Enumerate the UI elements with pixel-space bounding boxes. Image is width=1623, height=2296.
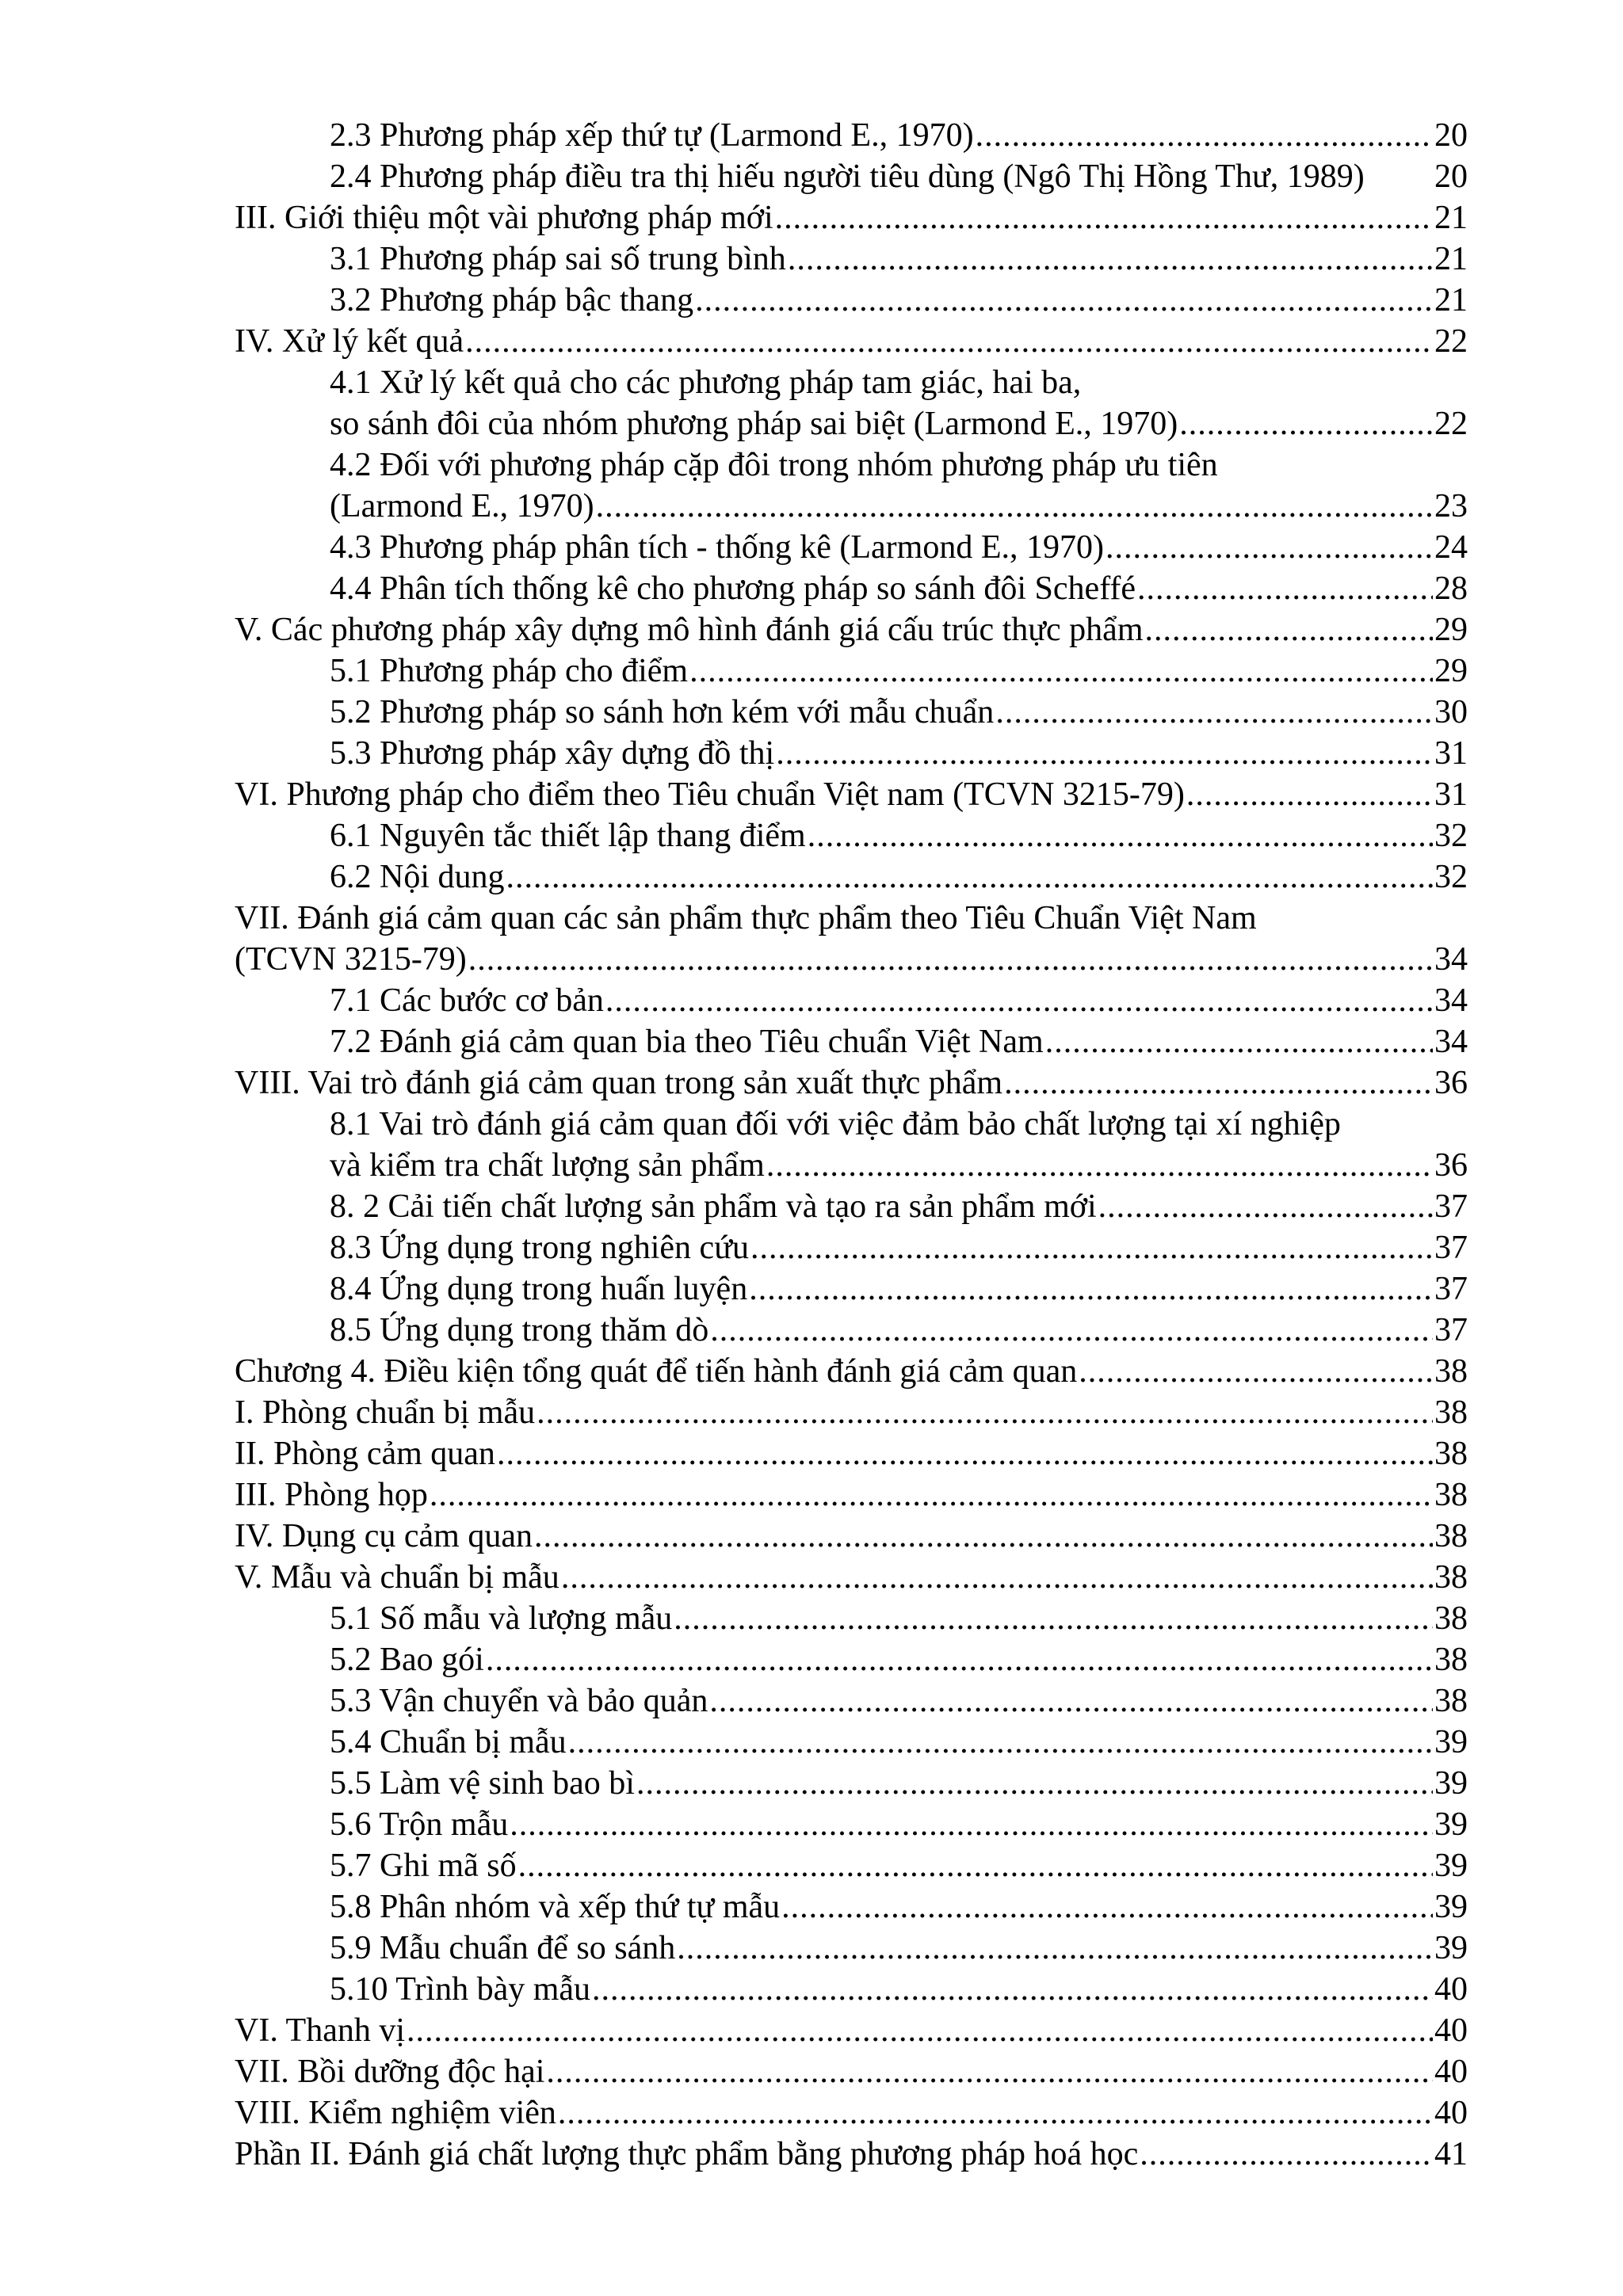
dot-leader <box>808 815 1433 856</box>
toc-entry[interactable] <box>235 980 1468 1021</box>
toc-page-number: 38 <box>1434 1683 1468 1719</box>
toc-entry-title: V. Mẫu và chuẩn bị mẫu <box>235 1559 559 1596</box>
toc-entry-title: III. Phòng họp <box>235 1477 428 1513</box>
toc-page-number: 22 <box>1434 406 1468 442</box>
dot-leader <box>976 115 1433 156</box>
toc-entry-title: 8.5 Ứng dụng trong thăm dò <box>330 1312 709 1348</box>
dot-leader <box>995 692 1433 733</box>
toc-page-number: 20 <box>1434 158 1468 195</box>
toc-entry-title: 5.3 Phương pháp xây dựng đồ thị <box>330 735 775 772</box>
toc-entry-title: Chương 4. Điều kiện tổng quát để tiến hành đánh giá cảm quan <box>235 1353 1078 1390</box>
toc-page-number: 31 <box>1434 776 1468 813</box>
toc-entry-title: 5.2 Bao gói <box>330 1642 484 1678</box>
toc-page-number: 39 <box>1434 1806 1468 1843</box>
toc-page-number: 21 <box>1434 241 1468 277</box>
dot-leader <box>1098 1186 1433 1227</box>
dot-leader <box>781 1886 1433 1928</box>
toc-entry-title: 4.3 Phương pháp phân tích - thống kê (Larmond E., 1970) <box>330 529 1104 566</box>
toc-page-number: 21 <box>1434 282 1468 318</box>
toc-page-number: 22 <box>1434 323 1468 360</box>
toc-page-number: 21 <box>1434 200 1468 236</box>
toc-entry-title: IV. Xử lý kết quả <box>235 323 464 360</box>
toc-entry-title-continued: (Larmond E., 1970) <box>330 488 594 524</box>
dot-leader <box>497 1433 1433 1474</box>
dot-leader <box>407 2010 1433 2051</box>
toc-page-number: 36 <box>1434 1065 1468 1101</box>
toc-entry-title: 5.8 Phân nhóm và xếp thứ tự mẫu <box>330 1889 781 1925</box>
dot-leader <box>537 1392 1433 1433</box>
toc-entry-title: V. Các phương pháp xây dựng mô hình đánh giá cấu trúc thực phẩm <box>235 612 1144 648</box>
toc-entry[interactable] <box>235 527 1468 568</box>
toc-entry[interactable] <box>235 733 1468 774</box>
toc-entry[interactable] <box>235 1062 1468 1104</box>
dot-leader <box>674 1598 1433 1639</box>
toc-entry[interactable] <box>235 1433 1468 1474</box>
dot-leader <box>788 238 1433 280</box>
toc-entry[interactable] <box>235 2092 1468 2134</box>
dot-leader <box>1106 527 1433 568</box>
toc-entry-title: 5.10 Trình bày mẫu <box>330 1971 591 2008</box>
dot-leader <box>1179 403 1433 444</box>
dot-leader <box>592 1969 1433 2010</box>
dot-leader <box>1045 1021 1433 1062</box>
dot-leader <box>596 486 1433 527</box>
toc-entry-title: 5.5 Làm vệ sinh bao bì <box>330 1765 635 1802</box>
toc-entry-title: VI. Thanh vị <box>235 2012 406 2049</box>
toc-entry-title: 2.4 Phương pháp điều tra thị hiếu người tiêu dùng (Ngô Thị Hồng Thư, 1989) <box>330 158 1365 195</box>
toc-page-number: 38 <box>1434 1394 1468 1431</box>
dot-leader <box>709 1680 1433 1722</box>
dot-leader <box>695 280 1433 321</box>
toc-entry[interactable] <box>235 1351 1468 1392</box>
toc-page-number: 23 <box>1434 488 1468 524</box>
toc-page-number: 38 <box>1434 1353 1468 1390</box>
dot-leader <box>776 733 1433 774</box>
toc-page-number: 39 <box>1434 1889 1468 1925</box>
toc-page-number: 34 <box>1434 941 1468 978</box>
toc-page-number: 39 <box>1434 1724 1468 1760</box>
toc-entry[interactable] <box>235 238 1468 280</box>
toc-entry-title-continued: so sánh đôi của nhóm phương pháp sai biệt (Larmond E., 1970) <box>330 406 1178 442</box>
toc-page-number: 40 <box>1434 2054 1468 2090</box>
toc-page-number: 31 <box>1434 735 1468 772</box>
toc-entry-title: 5.4 Chuẩn bị mẫu <box>330 1724 567 1760</box>
toc-page-number: 40 <box>1434 2095 1468 2131</box>
toc-entry[interactable] <box>235 568 1468 609</box>
toc-entry-title: VII. Bồi dưỡng độc hại <box>235 2054 545 2090</box>
toc-entry[interactable] <box>235 1310 1468 1351</box>
toc-page-number: 24 <box>1434 529 1468 566</box>
dot-leader <box>546 2051 1433 2092</box>
dot-leader <box>510 1804 1433 1845</box>
dot-leader <box>430 1474 1433 1516</box>
toc-entry-title: 8.1 Vai trò đánh giá cảm quan đối với việc đảm bảo chất lượng tại xí nghiệp <box>330 1106 1341 1142</box>
toc-entry-title: 3.1 Phương pháp sai số trung bình <box>330 241 786 277</box>
toc-page-number: 30 <box>1434 694 1468 730</box>
toc-entry-title: III. Giới thiệu một vài phương pháp mới <box>235 200 773 236</box>
toc-page-number: 32 <box>1434 859 1468 895</box>
toc-entry-title: 5.2 Phương pháp so sánh hơn kém với mẫu chuẩn <box>330 694 995 730</box>
toc-entry-title: 4.4 Phân tích thống kê cho phương pháp so sánh đôi Scheffé <box>330 570 1136 607</box>
toc-entry[interactable] <box>235 1227 1468 1268</box>
toc-page-number: 40 <box>1434 1971 1468 2008</box>
dot-leader <box>689 650 1433 692</box>
toc-entry[interactable] <box>235 692 1468 733</box>
toc-page-number: 36 <box>1434 1147 1468 1184</box>
toc-page-number: 32 <box>1434 818 1468 854</box>
dot-leader <box>1137 568 1433 609</box>
toc-entry-title: VIII. Vai trò đánh giá cảm quan trong sản xuất thực phẩm <box>235 1065 1003 1101</box>
toc-page-number: 38 <box>1434 1559 1468 1596</box>
toc-entry-title: 5.9 Mẫu chuẩn để so sánh <box>330 1930 676 1966</box>
toc-entry[interactable] <box>235 280 1468 321</box>
dot-leader <box>710 1310 1433 1351</box>
toc-page-number: 38 <box>1434 1518 1468 1554</box>
toc-entry-title: 7.1 Các bước cơ bản <box>330 982 604 1019</box>
toc-entry-title-continued: (TCVN 3215-79) <box>235 941 467 978</box>
dot-leader <box>750 1227 1433 1268</box>
toc-entry[interactable] <box>235 609 1468 650</box>
toc-entry[interactable] <box>235 1104 1468 1186</box>
toc-entry[interactable] <box>235 1639 1468 1680</box>
toc-entry-title-continued: và kiểm tra chất lượng sản phẩm <box>330 1147 765 1184</box>
dot-leader <box>465 321 1433 362</box>
toc-page-number: 34 <box>1434 982 1468 1019</box>
toc-entry-title: IV. Dụng cụ cảm quan <box>235 1518 533 1554</box>
dot-leader <box>605 980 1433 1021</box>
toc-entry[interactable] <box>235 815 1468 856</box>
dot-leader <box>677 1928 1433 1969</box>
toc-entry[interactable] <box>235 115 1468 156</box>
toc-entry[interactable] <box>235 1763 1468 1804</box>
toc-entry[interactable] <box>235 2010 1468 2051</box>
toc-entry[interactable] <box>235 2051 1468 2092</box>
toc-entry[interactable] <box>235 1804 1468 1845</box>
toc-entry[interactable] <box>235 1557 1468 1598</box>
dot-leader <box>1004 1062 1433 1104</box>
toc-entry-title: 8.4 Ứng dụng trong huấn luyện <box>330 1271 748 1307</box>
toc-entry[interactable] <box>235 362 1468 444</box>
dot-leader <box>506 856 1434 898</box>
toc-entry[interactable] <box>235 1886 1468 1928</box>
toc-entry[interactable] <box>235 1268 1468 1310</box>
toc-page-number: 40 <box>1434 2012 1468 2049</box>
toc-page-number: 29 <box>1434 612 1468 648</box>
toc-entry-title: 2.3 Phương pháp xếp thứ tự (Larmond E., 1970) <box>330 117 974 154</box>
toc-entry-title: 4.2 Đối với phương pháp cặp đôi trong nhóm phương pháp ưu tiên <box>330 447 1218 483</box>
toc-page-number: 34 <box>1434 1024 1468 1060</box>
toc-entry[interactable] <box>235 1516 1468 1557</box>
toc-page-number: 28 <box>1434 570 1468 607</box>
toc-entry[interactable] <box>235 1474 1468 1516</box>
dot-leader <box>534 1516 1433 1557</box>
toc-page-number: 38 <box>1434 1600 1468 1637</box>
toc-entry-title: 5.1 Phương pháp cho điểm <box>330 653 689 689</box>
toc-entry[interactable] <box>235 1845 1468 1886</box>
toc-entry[interactable] <box>235 1928 1468 1969</box>
toc-entry[interactable] <box>235 1722 1468 1763</box>
toc-page-number: 38 <box>1434 1436 1468 1472</box>
toc-entry[interactable] <box>235 321 1468 362</box>
toc-entry[interactable] <box>235 197 1468 238</box>
dot-leader <box>561 1557 1433 1598</box>
toc-entry[interactable] <box>235 898 1468 980</box>
toc-page-number: 37 <box>1434 1312 1468 1348</box>
toc-entry-title: VI. Phương pháp cho điểm theo Tiêu chuẩn Việt nam (TCVN 3215-79) <box>235 776 1185 813</box>
toc-page-number: 20 <box>1434 117 1468 154</box>
toc-entry[interactable] <box>235 156 1468 197</box>
toc-entry-title: 5.6 Trộn mẫu <box>330 1806 509 1843</box>
toc-entry-title: 5.3 Vận chuyển và bảo quản <box>330 1683 708 1719</box>
toc-entry-title: 6.1 Nguyên tắc thiết lập thang điểm <box>330 818 806 854</box>
toc-entry[interactable] <box>235 1392 1468 1433</box>
dot-leader <box>766 1145 1433 1186</box>
toc-entry-title: 6.2 Nội dung <box>330 859 505 895</box>
toc-page-number: 38 <box>1434 1642 1468 1678</box>
toc-entry[interactable] <box>235 2134 1468 2175</box>
dot-leader <box>486 1639 1433 1680</box>
toc-entry[interactable] <box>235 444 1468 527</box>
dot-leader <box>1145 609 1434 650</box>
toc-entry[interactable] <box>235 1969 1468 2010</box>
toc-entry-title: VIII. Kiểm nghiệm viên <box>235 2095 556 2131</box>
toc-entry[interactable] <box>235 774 1468 815</box>
toc-page-number: 37 <box>1434 1230 1468 1266</box>
toc-entry-title: 5.7 Ghi mã số <box>330 1848 517 1884</box>
dot-leader <box>775 197 1433 238</box>
toc-entry-title: 8.3 Ứng dụng trong nghiên cứu <box>330 1230 749 1266</box>
dot-leader <box>1079 1351 1433 1392</box>
toc-entry-title: 4.1 Xử lý kết quả cho các phương pháp tam giác, hai ba, <box>330 364 1082 401</box>
dot-leader <box>636 1763 1433 1804</box>
toc-entry-title: 5.1 Số mẫu và lượng mẫu <box>330 1600 673 1637</box>
dot-leader <box>518 1845 1433 1886</box>
toc-entry[interactable] <box>235 1680 1468 1722</box>
toc-entry-title: I. Phòng chuẩn bị mẫu <box>235 1394 536 1431</box>
toc-entry-title: II. Phòng cảm quan <box>235 1436 495 1472</box>
toc-page-number: 39 <box>1434 1848 1468 1884</box>
toc-page-number: 37 <box>1434 1188 1468 1225</box>
dot-leader <box>468 939 1433 980</box>
toc-page-number: 39 <box>1434 1930 1468 1966</box>
table-of-contents <box>235 115 1468 2175</box>
toc-entry[interactable] <box>235 1021 1468 1062</box>
toc-entry-title: 8. 2 Cải tiến chất lượng sản phẩm và tạo ra sản phẩm mới <box>330 1188 1097 1225</box>
toc-entry[interactable] <box>235 1598 1468 1639</box>
toc-entry[interactable] <box>235 1186 1468 1227</box>
toc-page-number: 41 <box>1434 2136 1468 2172</box>
dot-leader <box>568 1722 1433 1763</box>
toc-entry[interactable] <box>235 856 1468 898</box>
toc-entry[interactable] <box>235 650 1468 692</box>
dot-leader <box>558 2092 1433 2134</box>
dot-leader <box>1140 2134 1433 2175</box>
toc-entry-title: Phần II. Đánh giá chất lượng thực phẩm bằng phương pháp hoá học <box>235 2136 1139 2172</box>
toc-page-number: 37 <box>1434 1271 1468 1307</box>
dot-leader <box>1186 774 1433 815</box>
toc-page-number: 29 <box>1434 653 1468 689</box>
dot-leader <box>749 1268 1433 1310</box>
toc-page-number: 39 <box>1434 1765 1468 1802</box>
toc-entry-title: 7.2 Đánh giá cảm quan bia theo Tiêu chuẩn Việt Nam <box>330 1024 1044 1060</box>
toc-entry-title: 3.2 Phương pháp bậc thang <box>330 282 694 318</box>
toc-entry-title: VII. Đánh giá cảm quan các sản phẩm thực phẩm theo Tiêu Chuẩn Việt Nam <box>235 900 1257 936</box>
toc-page-number: 38 <box>1434 1477 1468 1513</box>
